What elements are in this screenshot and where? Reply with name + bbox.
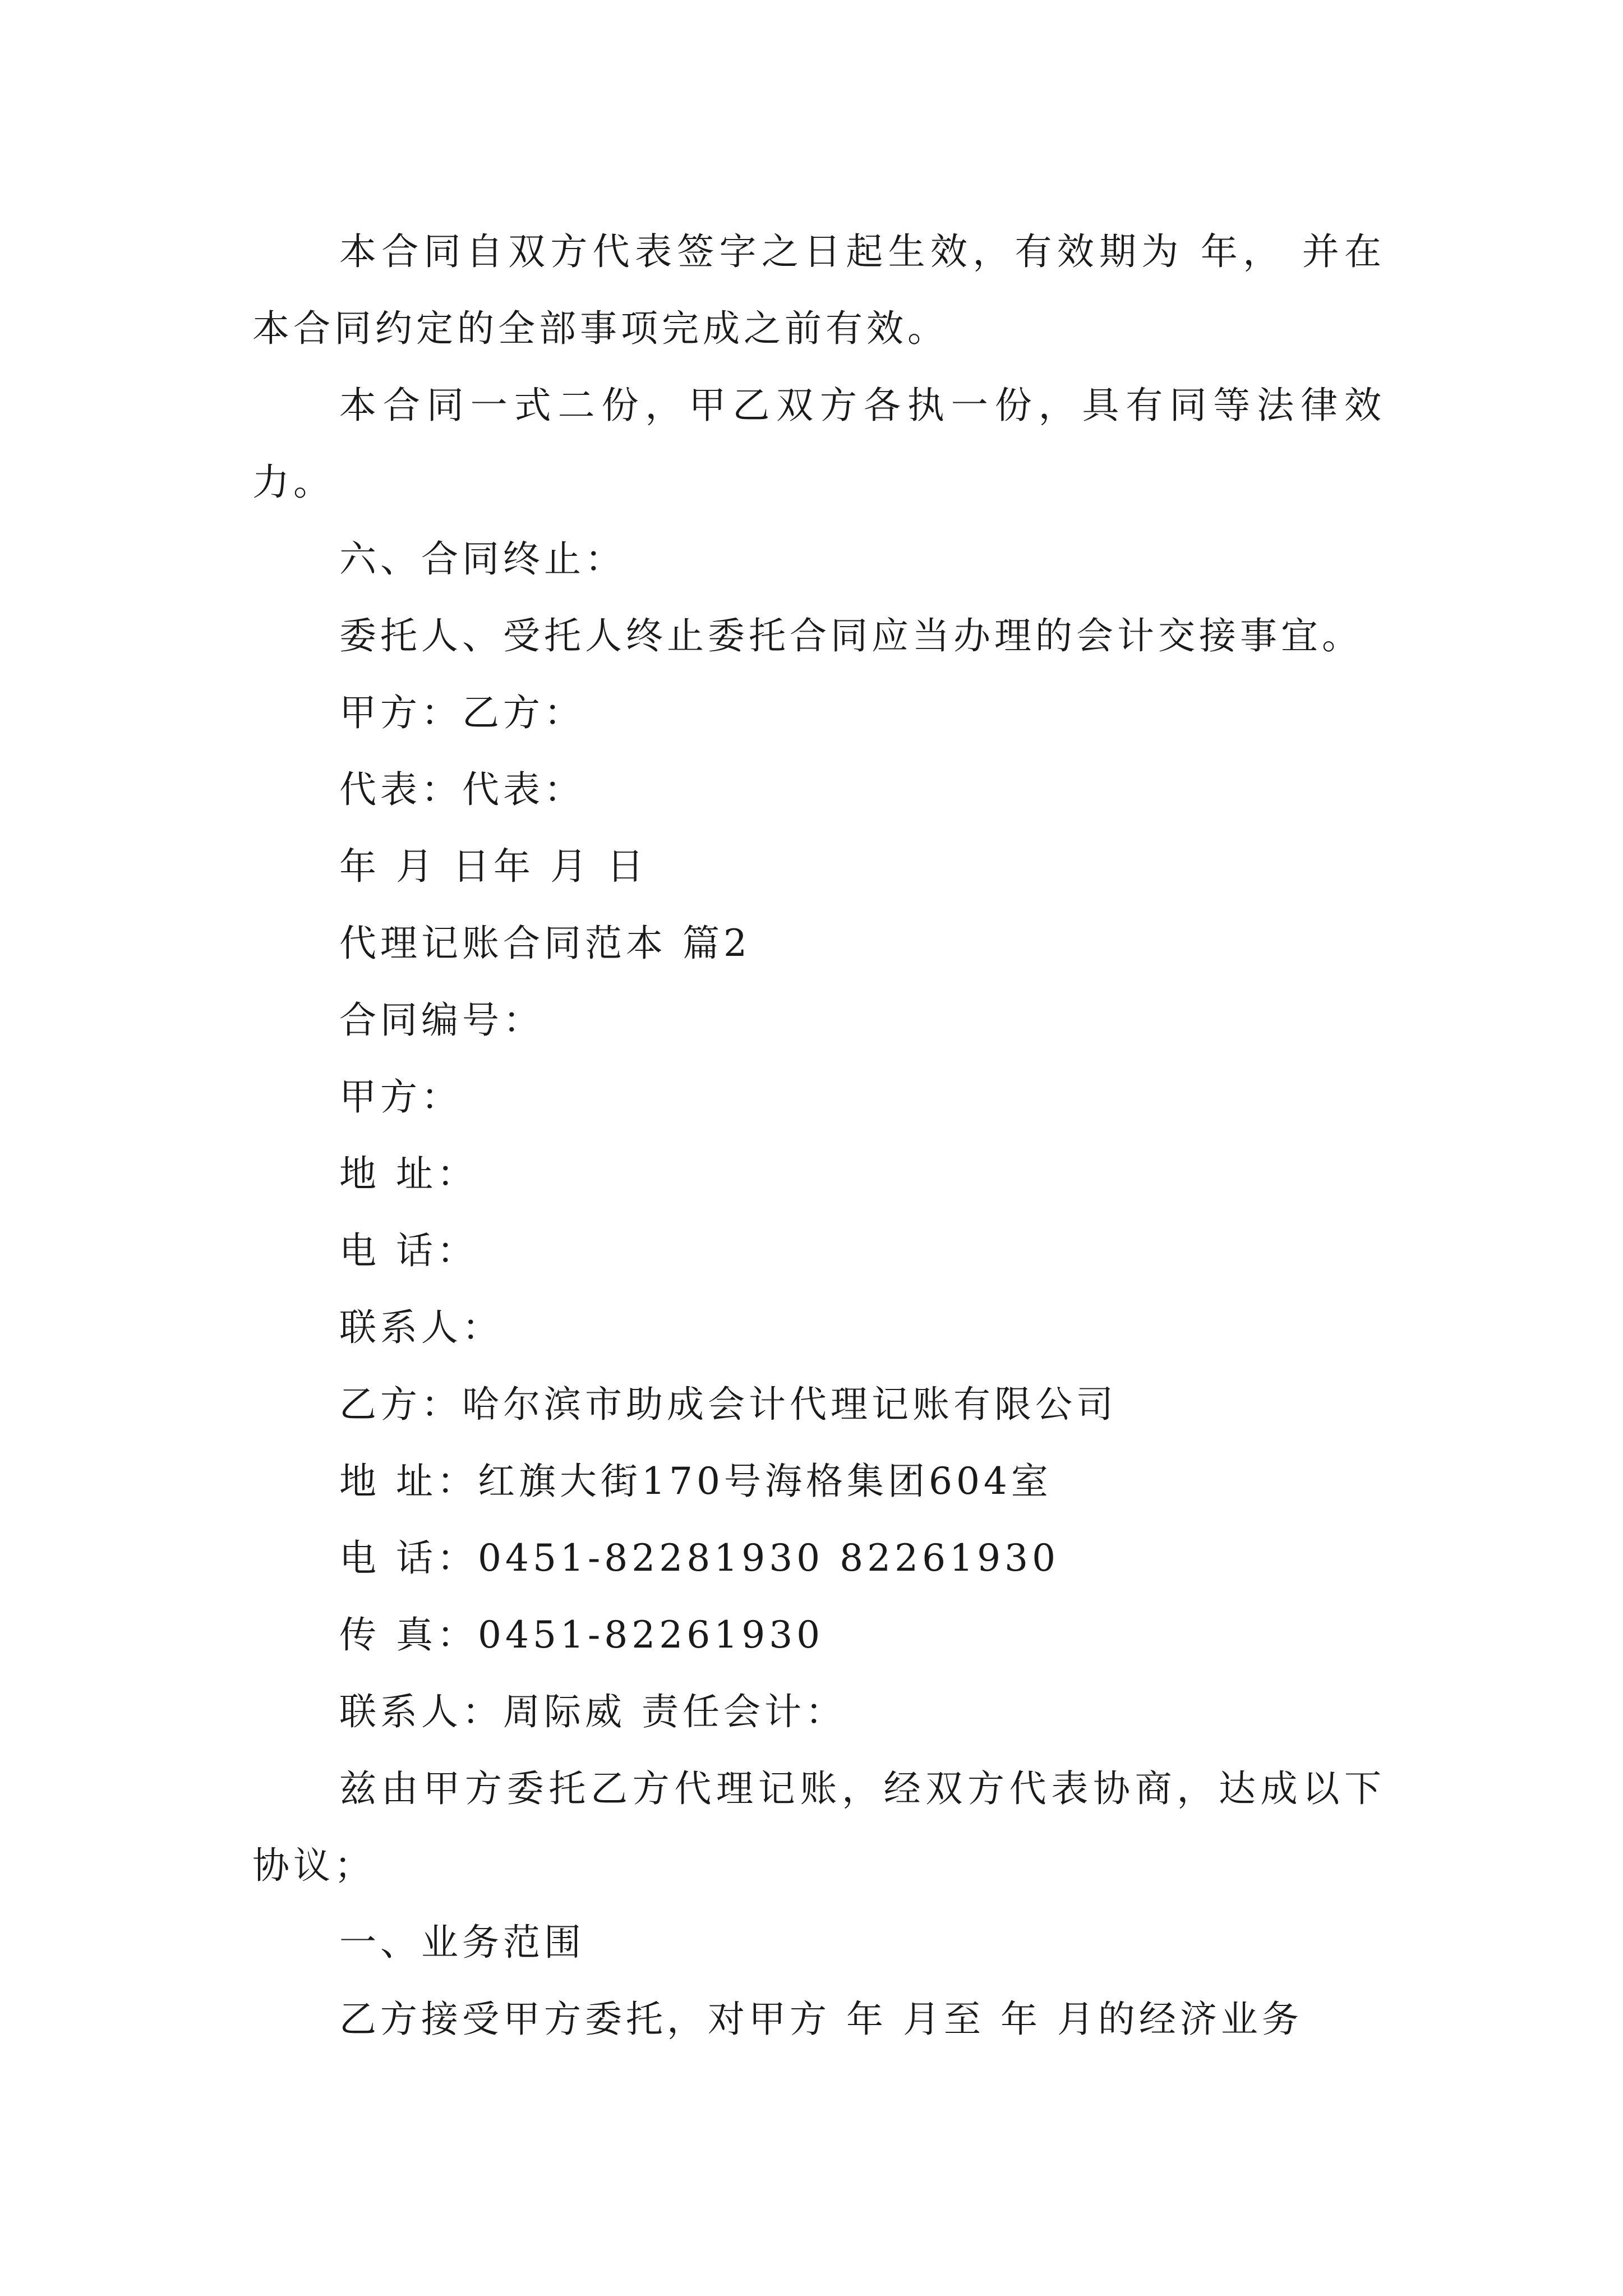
paragraph-scope: 乙方接受甲方委托，对甲方 年 月至 年 月的经济业务 — [339, 1998, 1303, 2041]
party-a-address: 地 址： — [339, 1152, 478, 1195]
party-a-name: 甲方： — [339, 1075, 462, 1119]
party-b-fax: 传 真：0451-82261930 — [339, 1613, 824, 1657]
signature-representatives: 代表：代表： — [339, 768, 585, 811]
party-a-phone: 电 话： — [339, 1229, 478, 1272]
template-title: 代理记账合同范本 篇2 — [339, 922, 751, 965]
party-b-contact: 联系人：周际威 责任会计： — [339, 1690, 846, 1733]
contract-number: 合同编号： — [339, 999, 544, 1042]
document-body — [252, 213, 1385, 2058]
section-heading-scope: 一、业务范围 — [339, 1921, 585, 1964]
section-heading-termination: 六、合同终止： — [339, 537, 626, 581]
signature-parties: 甲方：乙方： — [339, 691, 585, 734]
paragraph-termination-handover: 委托人、受托人终止委托合同应当办理的会计交接事宜。 — [339, 614, 1363, 657]
party-b-name: 乙方：哈尔滨市助成会计代理记账有限公司 — [339, 1383, 1117, 1426]
party-b-phone: 电 话：0451-82281930 82261930 — [339, 1536, 1060, 1580]
party-b-address: 地 址：红旗大街170号海格集团604室 — [339, 1460, 1052, 1503]
party-a-contact: 联系人： — [339, 1306, 503, 1349]
paragraph-contract-effective: 本合同自双方代表签字之日起生效，有效期为 年， 并在本合同约定的全部事项完成之前有效。 — [252, 230, 1385, 350]
paragraph-contract-copies: 本合同一式二份，甲乙双方各执一份，具有同等法律效力。 — [252, 384, 1385, 504]
signature-dates: 年 月 日年 月 日 — [339, 845, 648, 888]
paragraph-agreement-intro: 兹由甲方委托乙方代理记账，经双方代表协商，达成以下协议； — [252, 1767, 1385, 1887]
